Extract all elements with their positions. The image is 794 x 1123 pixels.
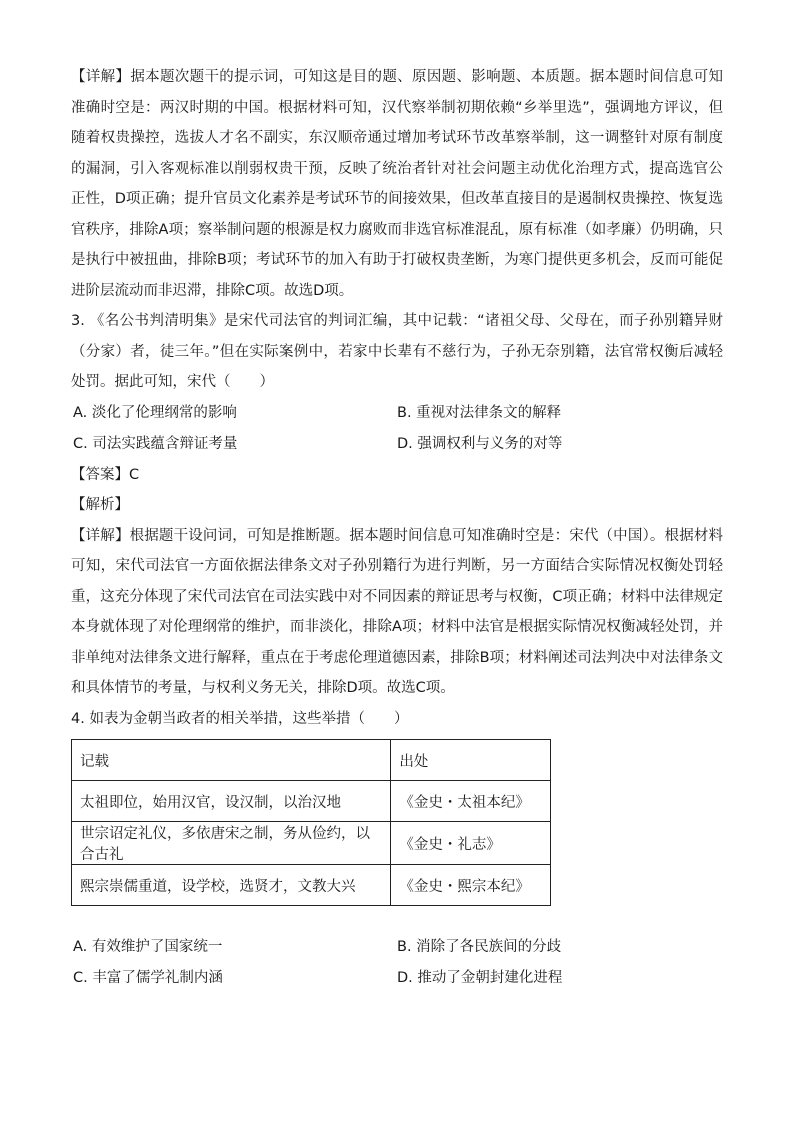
table-cell-record: 太祖即位，始用汉官，设汉制，以治汉地 — [72, 781, 391, 822]
q3-option-c: C. 司法实践蕴含辩证考量 — [73, 435, 238, 452]
table-cell-source: 《金史・礼志》 — [391, 822, 551, 865]
q2-detail-paragraph — [71, 62, 723, 306]
q4-option-b: B. 消除了各民族间的分歧 — [397, 939, 562, 955]
q3-options-row-1 — [71, 398, 723, 429]
q4-option-d: D. 推动了金朝封建化进程 — [397, 970, 563, 986]
table-cell-record: 世宗诏定礼仪，多依唐宋之制，务从俭约，以合古礼 — [72, 822, 391, 865]
q3-analysis-heading: 【解析】 — [71, 497, 129, 513]
q3-option-d: D. 强调权利与义务的对等 — [397, 435, 563, 452]
table-row — [72, 781, 551, 822]
q3-option-a: A. 淡化了伦理纲常的影响 — [73, 404, 237, 421]
q4-option-c: C. 丰富了儒学礼制内涵 — [73, 970, 223, 986]
table-header-record: 记载 — [72, 740, 391, 781]
table-row — [72, 822, 551, 865]
table-header-row — [72, 740, 551, 781]
q3-answer-tag: 【答案】 — [71, 466, 129, 483]
table-header-source: 出处 — [391, 740, 551, 781]
table-cell-record: 熙宗崇儒重道，设学校，选贤才，文教大兴 — [72, 865, 391, 906]
q4-stem: 4. 如表为金朝当政者的相关举措，这些举措（ ） — [71, 710, 409, 727]
table-row — [72, 865, 551, 906]
q2-detail-tag: 【详解】 — [71, 69, 131, 85]
q4-option-a: A. 有效维护了国家统一 — [73, 939, 223, 955]
q3-options-row-2 — [71, 429, 723, 460]
q3-detail-text: 根据题干设问词，可知是推断题。据本题时间信息可知准确时空是：宋代（中国）。根据材料可知，宋代司法官一方面依据法律条文对子孙别籍行为进行判断，另一方面结合实际情况权衡处罚轻重，这充分体现了宋代司法官在司法实践中对不同因素的辩证思考与权衡，C项正确；材料中法律规定本身就体现了对伦理纲常的维护，而非淡化，排除A项；材料中法官是根据实际情况权衡减轻处罚，并非单纯对法律条文进行解释，重点在于考虑伦理道德因素，排除B项；材料阐述司法判决中对法律条文和具体情节的考量，与权利义务无关，排除D项。故选C项。 — [71, 527, 724, 696]
q4-options-row-2 — [71, 963, 723, 994]
q3-option-b: B. 重视对法律条文的解释 — [397, 404, 562, 421]
q4-options-row-1 — [71, 932, 723, 963]
table-cell-source: 《金史・熙宗本纪》 — [391, 865, 551, 906]
q3-answer-value: C — [129, 466, 140, 483]
q3-detail-paragraph — [71, 521, 723, 704]
q3-detail-tag: 【详解】 — [71, 527, 130, 544]
q3-answer — [71, 460, 723, 491]
q4-table — [71, 739, 551, 906]
q3-stem: 3. 《名公书判清明集》是宋代司法官的判词汇编，其中记载：“诸祖父母、父母在，而子孙别籍异财（分家）者，徒三年。”但在实际案例中，若家中长辈有不慈行为，子孙无奈别籍，法官常权衡后减轻处罚。据此可知，宋代（ ） — [71, 313, 723, 390]
page-content — [71, 62, 723, 994]
q2-detail-text: 据本题次题干的提示词，可知这是目的题、原因题、影响题、本质题。据本题时间信息可知准确时空是：两汉时期的中国。根据材料可知，汉代察举制初期依赖“乡举里选”，强调地方评议，但随着权贵操控，选拔人才名不副实，东汉顺帝通过增加考试环节改革察举制，这一调整针对原有制度的漏洞，引入客观标准以削弱权贵干预，反映了统治者针对社会问题主动优化治理方式，提高选官公正性，D项正确；提升官员文化素养是考试环节的间接效果，但改革直接目的是遏制权贵操控、恢复选官秩序，排除A项；察举制问题的根源是权力腐败而非选官标准混乱，原有标准（如孝廉）仍明确，只是执行中被扭曲，排除B项；考试环节的加入有助于打破权贵垄断，为寒门提供更多机会，反而可能促进阶层流动而非迟滞，排除C项。故选D项。 — [71, 69, 724, 299]
table-cell-source: 《金史・太祖本纪》 — [391, 781, 551, 822]
